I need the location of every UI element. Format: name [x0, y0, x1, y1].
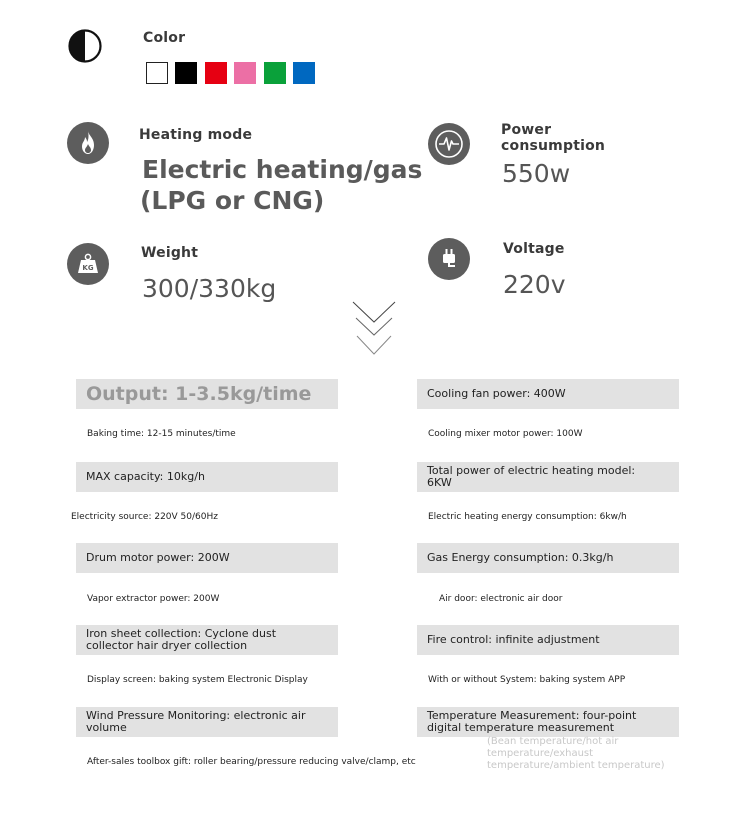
- spec-air-door: Air door: electronic air door: [439, 594, 563, 604]
- color-swatch-black[interactable]: [175, 62, 197, 84]
- voltage-value: 220v: [503, 270, 566, 299]
- spec-gas-energy-text: Gas Energy consumption: 0.3kg/h: [427, 551, 614, 564]
- spec-electricity-source: Electricity source: 220V 50/60Hz: [71, 512, 218, 522]
- color-label: Color: [143, 30, 186, 46]
- spec-iron-sheet: [76, 625, 338, 655]
- spec-temperature-ghost-line3: temperature/ambient temperature): [487, 760, 665, 771]
- spec-fire-control-text: Fire control: infinite adjustment: [427, 633, 600, 646]
- spec-output: [76, 379, 338, 409]
- spec-wind-pressure-line2: volume: [86, 721, 127, 734]
- plug-icon: [428, 238, 470, 280]
- spec-after-sales: After-sales toolbox gift: roller bearing/pressure reducing valve/clamp, etc: [87, 757, 416, 767]
- spec-iron-sheet-line2: collector hair dryer collection: [86, 639, 248, 652]
- spec-drum-motor: [76, 543, 338, 573]
- color-swatch-blue[interactable]: [293, 62, 315, 84]
- heating-mode-label: Heating mode: [139, 127, 253, 143]
- weight-label: Weight: [141, 245, 199, 261]
- pulse-icon: [428, 123, 470, 165]
- spec-fire-control: [417, 625, 679, 655]
- weight-kg-icon: [67, 243, 109, 285]
- spec-with-without: With or without System: baking system APP: [428, 675, 626, 685]
- spec-max-capacity-text: MAX capacity: 10kg/h: [86, 470, 205, 483]
- color-swatch-white[interactable]: [146, 62, 168, 84]
- spec-max-capacity: [76, 462, 338, 492]
- spec-temperature-line1: Temperature Measurement: four-point: [427, 709, 637, 722]
- spec-total-power-line1: Total power of electric heating model:: [427, 464, 636, 477]
- power-label-line1: Power: [501, 122, 552, 138]
- heating-mode-value-line1: Electric heating/gas: [142, 155, 423, 184]
- heating-mode-value-line2: (LPG or CNG): [140, 186, 325, 215]
- spec-cooling-fan: [417, 379, 679, 409]
- spec-cooling-fan-text: Cooling fan power: 400W: [427, 387, 566, 400]
- spec-drum-motor-text: Drum motor power: 200W: [86, 551, 230, 564]
- voltage-label: Voltage: [503, 241, 565, 257]
- spec-temperature-ghost-line1: (Bean temperature/hot air: [487, 736, 619, 747]
- color-half-circle-icon: [68, 29, 102, 63]
- spec-total-power-line2: 6KW: [427, 476, 452, 489]
- spec-wind-pressure-line1: Wind Pressure Monitoring: electronic air: [86, 709, 306, 722]
- spec-temperature-line2: digital temperature measurement: [427, 721, 615, 734]
- spec-cooling-mixer: Cooling mixer motor power: 100W: [428, 429, 583, 439]
- weight-value: 300/330kg: [142, 274, 277, 303]
- spec-wind-pressure: [76, 707, 338, 737]
- flame-icon: [67, 122, 109, 164]
- spec-baking-time: Baking time: 12-15 minutes/time: [87, 429, 236, 439]
- power-value: 550w: [502, 159, 571, 188]
- spec-vapor-extractor: Vapor extractor power: 200W: [87, 594, 220, 604]
- spec-temperature-ghost-line2: temperature/exhaust: [487, 748, 594, 759]
- spec-iron-sheet-line1: Iron sheet collection: Cyclone dust: [86, 627, 277, 640]
- spec-temperature: [417, 707, 679, 737]
- spec-total-power: [417, 462, 679, 492]
- color-swatch-pink[interactable]: [234, 62, 256, 84]
- spec-output-text: Output: 1-3.5kg/time: [86, 383, 312, 405]
- power-label-line2: consumption: [501, 138, 606, 154]
- spec-display-screen: Display screen: baking system Electronic Display: [87, 675, 308, 685]
- spec-gas-energy: [417, 543, 679, 573]
- chevron-down-icon: [351, 298, 397, 358]
- color-swatch-green[interactable]: [264, 62, 286, 84]
- color-swatch-red[interactable]: [205, 62, 227, 84]
- spec-electric-energy: Electric heating energy consumption: 6kw/h: [428, 512, 627, 522]
- svg-text:KG: KG: [82, 264, 94, 272]
